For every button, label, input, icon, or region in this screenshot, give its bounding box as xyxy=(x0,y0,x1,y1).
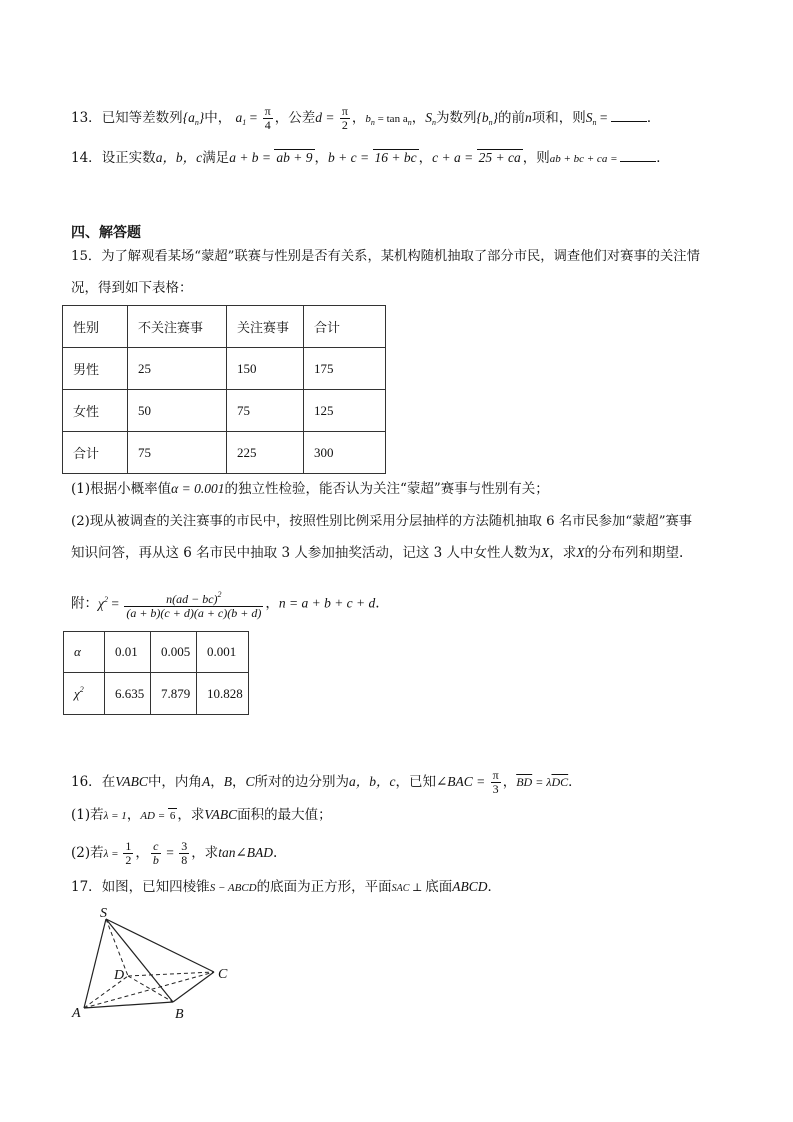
label-S: S xyxy=(100,906,107,921)
q13-seq-a: $\{a_n\}$ xyxy=(182,110,205,127)
table-header-row xyxy=(63,306,386,348)
q15-line2: 况，得到如下表格： xyxy=(71,280,193,296)
survey-table xyxy=(62,305,386,474)
table-header-cell: 性别 xyxy=(63,306,128,348)
q13-seq-b: $\{b_n\}$ xyxy=(476,110,499,127)
table-cell: 175 xyxy=(304,348,386,390)
pyramid-figure xyxy=(70,905,240,1025)
q13-sn: $S_n$ xyxy=(425,110,436,127)
table-cell: 7.879 xyxy=(151,673,197,715)
table-cell: 6.635 xyxy=(105,673,151,715)
q16-c-over-b: $\frac{c}{b}$ xyxy=(152,839,159,867)
q13-bn: $b_n = \tan a_n$ xyxy=(365,113,412,127)
q16-pi-over-3: $\frac{\pi}{3}$ xyxy=(492,768,499,796)
table-header-cell: 不关注赛事 xyxy=(128,306,227,348)
q16-three-eighths: $\frac{3}{8}$ xyxy=(181,839,188,867)
table-cell: 150 xyxy=(227,348,304,390)
q16-one-half: $\frac{1}{2}$ xyxy=(125,839,132,867)
table-cell: 300 xyxy=(304,432,386,474)
table-cell: 25 xyxy=(128,348,227,390)
edge-SC xyxy=(106,919,214,972)
table-cell: 75 xyxy=(128,432,227,474)
label-A: A xyxy=(72,1006,81,1021)
edge-BC xyxy=(173,972,214,1002)
table-row xyxy=(63,432,386,474)
q14-eq3: c + a = 25 + ca xyxy=(432,150,521,165)
question-17: 17．如图，已知四棱锥S − ABCD的底面为正方形，平面SAC ⊥ 底面ABCD． xyxy=(71,879,502,895)
table-row xyxy=(64,632,249,673)
table-cell: 0.001 xyxy=(197,632,249,673)
table-cell: 10.828 xyxy=(197,673,249,715)
chi-square-fraction: $\frac{n(ad - bc)^2}{(a + b)(c + d)(a + c)(b + d)}$ xyxy=(126,590,262,620)
table-cell: 男性 xyxy=(63,348,128,390)
q13-number: 13． xyxy=(71,110,102,126)
q13-sn-answer: $S_n$ = xyxy=(585,110,611,127)
critical-value-table xyxy=(63,631,249,715)
table-cell: 125 xyxy=(304,390,386,432)
table-header-cell: 合计 xyxy=(304,306,386,348)
label-C: C xyxy=(218,967,228,982)
question-16: 16．在VABC中，内角A，B，C所对的边分别为a，b，c，已知∠BAC = $\frac{\pi}{3}$ ，$\overline{BD} = \lambda\overline{DC}$． xyxy=(71,768,582,796)
section-heading: 四、解答题 xyxy=(71,225,141,241)
table-row xyxy=(63,390,386,432)
table-cell: 0.01 xyxy=(105,632,151,673)
label-B: B xyxy=(175,1007,184,1022)
q15-part2-line2: 知识问答，再从这 6 名市民中抽取 3 人参加抽奖活动，记这 3 人中女性人数为X，求X的分布列和期望. xyxy=(71,545,684,561)
label-D: D xyxy=(114,968,125,983)
table-cell: α xyxy=(64,632,105,673)
table-row xyxy=(63,348,386,390)
answer-blank[interactable] xyxy=(611,109,647,122)
table-cell: 225 xyxy=(227,432,304,474)
table-header-cell: 关注赛事 xyxy=(227,306,304,348)
q15-part2-line1: (2)现从被调查的关注赛事的市民中，按照性别比例采用分层抽样的方法随机抽取 6 名市民参加“蒙超”赛事 xyxy=(71,514,693,529)
table-row xyxy=(64,673,249,715)
q13-pi-over-4: $\frac{\pi}{4}$ xyxy=(264,104,271,132)
edge-SB xyxy=(106,919,173,1002)
table-cell: 75 xyxy=(227,390,304,432)
table-cell: 女性 xyxy=(63,390,128,432)
q14-eq4: ab + bc + ca = xyxy=(549,153,621,165)
q13-d: d = xyxy=(315,110,338,125)
question-13: 13．已知等差数列$\{a_n\}$中， $a_1$ = $\frac{\pi}{4}$ ，公差d = $\frac{\pi}{2}$ ，$b_n = \tan a_n$，$S_n$为数列$\{b_n\}$的前n项和，则$S_n$ = ． xyxy=(71,104,661,132)
diag-AC xyxy=(84,972,214,1008)
q16-part2: (2)若λ = $\frac{1}{2}$ ， $\frac{c}{b}$ = $\frac{3}{8}$ ，求tan∠BAD. xyxy=(71,839,278,867)
table-cell: 合计 xyxy=(63,432,128,474)
q14-eq2: b + c = 16 + bc xyxy=(328,150,417,165)
table-cell: 0.005 xyxy=(151,632,197,673)
q14-eq1: a + b = ab + 9 xyxy=(229,150,313,165)
q16-vector-eq: $\overline{BD} = \lambda\overline{DC}$ xyxy=(516,775,569,789)
q13-pi-over-2: $\frac{\pi}{2}$ xyxy=(341,104,348,132)
chi-square-formula: 附：$\chi^2$ = $\frac{n(ad - bc)^2}{(a + b)(c + d)(a + c)(b + d)}$ ，n = a + b + c + d. xyxy=(71,590,380,620)
table-cell: $\chi^2$ xyxy=(64,673,105,715)
table-cell: 50 xyxy=(128,390,227,432)
q13-a1: $a_1$ = xyxy=(235,110,261,127)
edge-AB xyxy=(84,1002,173,1008)
q14-number: 14． xyxy=(71,150,102,166)
q15-line1: 15．为了解观看某场“蒙超”联赛与性别是否有关系，某机构随机抽取了部分市民，调查他们对赛事的关注情 xyxy=(71,249,700,264)
answer-blank[interactable] xyxy=(620,149,656,162)
question-14: 14．设正实数a，b，c满足a + b = ab + 9 ，b + c = 16 + bc ，c + a = 25 + ca ，则ab + bc + ca = ． xyxy=(71,150,670,166)
diag-BD xyxy=(128,976,173,1002)
q16-part1: (1)若λ = 1，AD = 6 ，求VABC面积的最大值； xyxy=(71,807,332,823)
q15-part1: (1)根据小概率值α = 0.001的独立性检验，能否认为关注“蒙超”赛事与性别有关； xyxy=(71,481,549,497)
q13-text: 已知等差数列 xyxy=(101,110,183,126)
